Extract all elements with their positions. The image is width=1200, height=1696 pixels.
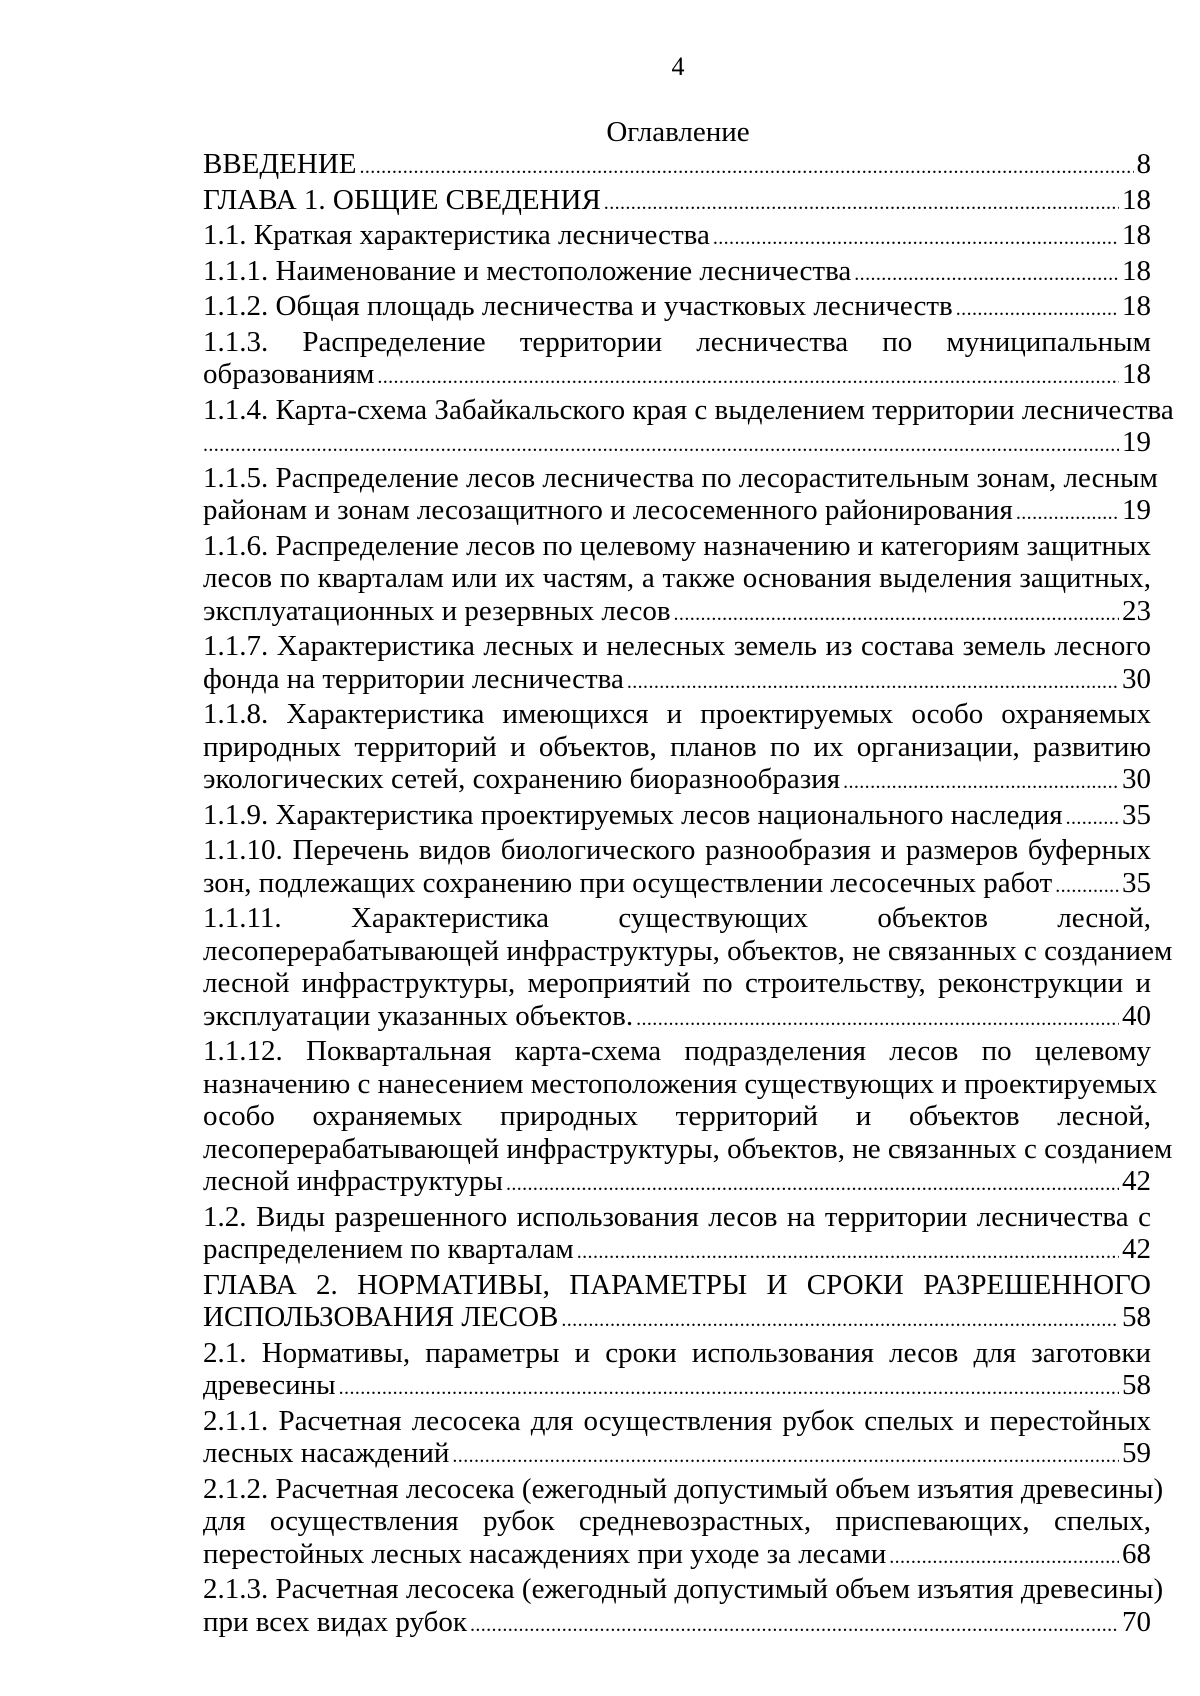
toc-entry-title: фонда на территории лесничества (203, 662, 624, 695)
toc-entry-text-line: 2.1.2. Расчетная лесосека (ежегодный допустимый объем изъятия древесины) (203, 1472, 1164, 1505)
toc-entry-text-line: лесоперерабатывающей инфраструктуры, объектов, не связанных с созданием (203, 934, 1173, 967)
toc-entry-last-line (203, 1233, 1151, 1269)
toc-entry[interactable] (203, 148, 1151, 184)
toc-entry-text-line: лесов по кварталам или их частям, а также основания выделения защитных, (203, 562, 1151, 594)
toc-entry[interactable] (203, 184, 1151, 220)
toc-entry-text-line: 2.1.1. Расчетная лесосека для осуществления рубок спелых и перестойных (203, 1404, 1151, 1437)
dot-leader (377, 358, 1119, 394)
toc-entry-title: эксплуатационных и резервных лесов (203, 594, 671, 627)
toc-entry-title: ИСПОЛЬЗОВАНИЯ ЛЕСОВ (203, 1301, 559, 1333)
toc-entry-page-number: 18 (1122, 254, 1151, 287)
toc-entry[interactable] (203, 1035, 1173, 1201)
toc-entry-last-line (203, 595, 1151, 631)
toc-entry-text-line: 1.1.11. Характеристика существующих объектов лесной, (203, 902, 1151, 934)
toc-entry-page-number: 18 (1122, 290, 1151, 322)
toc-entry-title: зон, подлежащих сохранению при осуществлении лесосечных работ (203, 866, 1053, 899)
toc-entry-text-line: 1.1.7. Характеристика лесных и нелесных земель из состава земель лесного (203, 630, 1151, 662)
toc-entry[interactable] (203, 530, 1151, 631)
toc-entry-page-number: 18 (1122, 219, 1151, 251)
toc-entry-last-line (203, 290, 1151, 326)
dot-leader (1066, 799, 1119, 835)
toc-entry-page-number: 18 (1122, 183, 1151, 216)
dot-leader (1055, 867, 1119, 903)
toc-entry-last-line (203, 867, 1151, 903)
dot-leader (577, 1233, 1119, 1269)
dot-leader (452, 1437, 1119, 1473)
toc-entry-title: 1.1. Краткая характеристика лесничества (203, 219, 710, 251)
toc-entry-last-line (203, 1369, 1151, 1405)
toc-entry-page-number: 23 (1122, 594, 1151, 627)
toc-entry-last-line (203, 148, 1151, 184)
toc-entry-last-line (203, 799, 1151, 835)
toc-entry-text-line: 1.1.5. Распределение лесов лесничества по лесорастительным зонам, лесным (203, 461, 1158, 494)
dot-leader (843, 763, 1119, 799)
toc-entry[interactable] (203, 834, 1151, 902)
toc-entry-last-line (203, 255, 1151, 291)
toc-entry-last-line (203, 1437, 1151, 1473)
toc-entry-page-number: 35 (1122, 798, 1151, 831)
dot-leader (713, 219, 1119, 255)
dot-leader (360, 148, 1134, 184)
toc-entry-text-line: назначению с нанесением местоположения существующих и проектируемых (203, 1067, 1158, 1100)
toc-entry-last-line (203, 219, 1151, 255)
toc-entry-text-line: 1.1.12. Поквартальная карта-схема подразделения лесов по целевому (203, 1035, 1151, 1067)
toc-entry[interactable] (203, 326, 1151, 394)
toc-entry-text-line: для осуществления рубок средневозрастных, приспевающих, спелых, (203, 1505, 1151, 1537)
toc-entry-text-line: лесной инфраструктуры, мероприятий по строительству, реконструкции и (203, 967, 1151, 999)
dot-leader (636, 1000, 1119, 1036)
toc-entry-page-number: 8 (1136, 148, 1151, 180)
toc-entry-last-line (203, 1000, 1151, 1036)
toc-entry-title: лесных насаждений (203, 1437, 450, 1469)
toc-entry-text-line: 1.1.8. Характеристика имеющихся и проектируемых особо охраняемых (203, 698, 1151, 730)
dot-leader (674, 595, 1119, 631)
toc-entry[interactable] (203, 1405, 1151, 1473)
toc-entry-title: ВВЕДЕНИЕ (203, 148, 357, 180)
toc-entry[interactable] (203, 1269, 1151, 1337)
toc-entry[interactable] (203, 290, 1151, 326)
toc-entry[interactable] (203, 799, 1151, 835)
toc-entry[interactable] (203, 698, 1151, 799)
toc-entry-page-number: 35 (1122, 866, 1151, 899)
toc-entry-title: при всех видах рубок (203, 1605, 467, 1638)
toc-entry-page-number: 42 (1122, 1165, 1151, 1197)
dot-leader (627, 663, 1119, 699)
toc-entry-page-number: 30 (1122, 662, 1151, 695)
toc-entry-text-line: 1.1.10. Перечень видов биологического разнообразия и размеров буферных (203, 834, 1151, 866)
toc-entry-title: 1.1.1. Наименование и местоположение лесничества (203, 254, 852, 287)
toc-entry-title: образованиям (203, 358, 375, 390)
toc-entry-last-line (203, 1165, 1151, 1201)
toc-entry-page-number: 40 (1122, 999, 1151, 1032)
toc-entry-page-number: 58 (1122, 1369, 1151, 1401)
toc-entry[interactable] (203, 1472, 1164, 1574)
toc-entry-title: экологических сетей, сохранению биоразнообразия (203, 763, 841, 795)
table-of-contents (203, 148, 1174, 1641)
toc-entry-page-number: 68 (1122, 1537, 1151, 1570)
toc-entry-text-line: 1.2. Виды разрешенного использования лесов на территории лесничества с (203, 1200, 1151, 1233)
toc-entry-text-line: особо охраняемых природных территорий и объектов лесной, (203, 1100, 1151, 1132)
dot-leader (889, 1538, 1119, 1574)
toc-entry-title: распределением по кварталам (203, 1233, 574, 1265)
toc-entry-last-line (203, 494, 1151, 530)
toc-entry-title: перестойных лесных насаждениях при уходе за лесами (203, 1537, 887, 1570)
toc-entry[interactable] (203, 1573, 1164, 1641)
toc-entry[interactable] (203, 461, 1158, 530)
toc-entry-last-line (203, 426, 1151, 462)
toc-entry[interactable] (203, 255, 1151, 291)
toc-entry-page-number: 42 (1122, 1233, 1151, 1265)
toc-entry-text-line: 1.1.6. Распределение лесов по целевому назначению и категориям защитных (203, 529, 1151, 562)
toc-entry-title: 1.1.9. Характеристика проектируемых лесов национального наследия (203, 798, 1063, 831)
toc-entry-title: древесины (203, 1369, 336, 1401)
toc-entry[interactable] (203, 1337, 1151, 1405)
toc-entry-text-line: ГЛАВА 2. НОРМАТИВЫ, ПАРАМЕТРЫ И СРОКИ РАЗРЕШЕННОГО (203, 1268, 1151, 1301)
toc-entry-title: 1.1.2. Общая площадь лесничества и участковых лесничеств (203, 290, 953, 322)
dot-leader (854, 255, 1119, 291)
toc-entry-text-line: 2.1. Нормативы, параметры и сроки использования лесов для заготовки (203, 1336, 1151, 1369)
toc-entry-text-line: 1.1.3. Распределение территории лесничества по муниципальным (203, 325, 1151, 358)
toc-entry-last-line (203, 358, 1151, 394)
dot-leader (203, 426, 1119, 462)
dot-leader (506, 1165, 1119, 1201)
toc-entry-text-line: природных территорий и объектов, планов по их организации, развитию (203, 730, 1151, 763)
toc-entry-page-number: 19 (1122, 494, 1151, 526)
toc-entry[interactable] (203, 902, 1173, 1035)
toc-entry[interactable] (203, 1201, 1151, 1269)
toc-entry-text-line: 2.1.3. Расчетная лесосека (ежегодный допустимый объем изъятия древесины) (203, 1573, 1164, 1605)
toc-entry-last-line (203, 663, 1151, 699)
toc-entry-last-line (203, 1301, 1151, 1337)
dot-leader (1016, 494, 1119, 530)
toc-entry[interactable] (203, 630, 1151, 698)
dot-leader (339, 1369, 1119, 1405)
toc-entry-text-line: лесоперерабатывающей инфраструктуры, объектов, не связанных с созданием (203, 1132, 1173, 1165)
toc-entry-page-number: 58 (1122, 1301, 1151, 1333)
toc-entry[interactable] (203, 393, 1174, 462)
toc-entry-page-number: 70 (1122, 1605, 1151, 1638)
toc-entry-last-line (203, 1606, 1151, 1642)
toc-entry-title: эксплуатации указанных объектов. (203, 999, 634, 1032)
toc-entry-page-number: 30 (1122, 763, 1151, 795)
page-number: 4 (671, 52, 685, 81)
toc-entry[interactable] (203, 219, 1151, 255)
toc-entry-last-line (203, 1538, 1151, 1574)
toc-entry-title: ГЛАВА 1. ОБЩИЕ СВЕДЕНИЯ (203, 183, 601, 216)
toc-title: Оглавление (606, 116, 750, 148)
toc-entry-page-number: 18 (1122, 358, 1151, 390)
toc-entry-text-line: 1.1.4. Карта-схема Забайкальского края с выделением территории лесничества (203, 393, 1174, 426)
dot-leader (604, 184, 1119, 220)
toc-entry-title: лесной инфраструктуры (203, 1165, 503, 1197)
dot-leader (470, 1606, 1119, 1642)
dot-leader (561, 1301, 1119, 1337)
toc-entry-last-line (203, 763, 1151, 799)
toc-entry-last-line (203, 184, 1151, 220)
dot-leader (956, 290, 1119, 326)
toc-entry-page-number: 59 (1122, 1437, 1151, 1469)
toc-entry-title: районам и зонам лесозащитного и лесосеменного районирования (203, 494, 1013, 526)
toc-entry-page-number: 19 (1122, 426, 1151, 458)
